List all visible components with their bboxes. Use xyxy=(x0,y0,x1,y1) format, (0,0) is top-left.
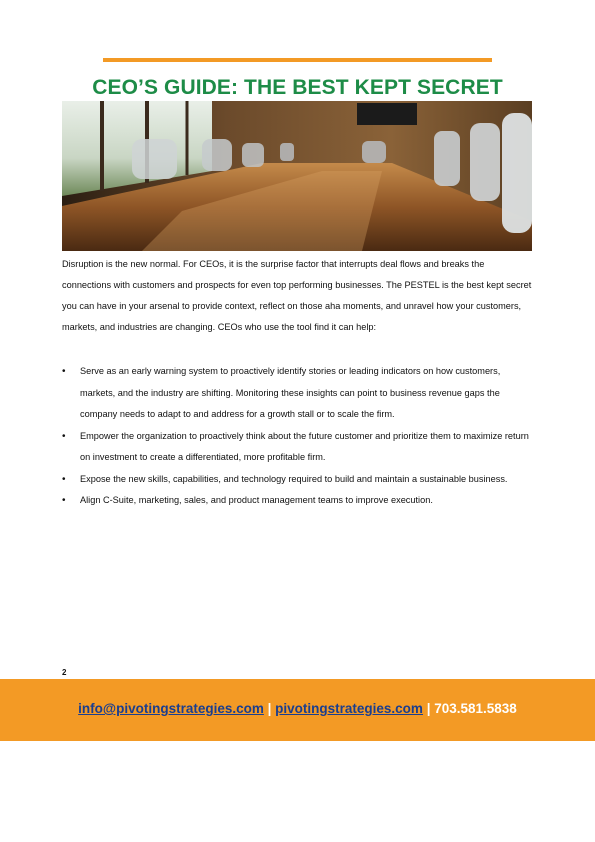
intro-paragraph xyxy=(62,254,532,338)
footer-contact xyxy=(0,701,595,716)
top-accent-rule xyxy=(103,58,492,62)
page-title: CEO’S GUIDE: THE BEST KEPT SECRET xyxy=(92,76,503,99)
bullet-list xyxy=(62,361,532,512)
list-item-text: Empower the organization to proactively think about the future customer and prioritize them to maximize return on investment to create a differentiated, more profitable firm. xyxy=(80,430,529,462)
list-item xyxy=(62,469,532,491)
footer-separator: | xyxy=(422,701,435,716)
website-link[interactable]: pivotingstrategies.com xyxy=(275,701,423,716)
list-item xyxy=(62,490,532,512)
list-item-text: Serve as an early warning system to proactively identify stories or leading indicators on how customers, markets, and the industry are shifting. Monitoring these insights can point to business revenue gaps the company needs to adapt to and address for a growth stall or to scale the firm. xyxy=(80,366,501,419)
list-item-text: Align C-Suite, marketing, sales, and product management teams to improve execution. xyxy=(80,495,433,505)
hero-image xyxy=(62,101,532,251)
page-number: 2 xyxy=(62,668,67,677)
list-item-text: Expose the new skills, capabilities, and technology required to build and maintain a sustainable business. xyxy=(80,473,508,484)
list-item xyxy=(62,361,532,426)
email-link[interactable]: info@pivotingstrategies.com xyxy=(78,701,264,716)
footer-separator: | xyxy=(263,701,276,716)
bullet-icon: • xyxy=(62,366,66,377)
bullet-icon: • xyxy=(62,495,66,506)
phone-number: 703.581.5838 xyxy=(434,701,517,716)
bullet-icon: • xyxy=(62,430,66,442)
intro-text: Disruption is the new normal. For CEOs, it is the surprise factor that interrupts deal flows and breaks the connections with customers and prospects for even top performing businesses. The PESTEL is the best kept secret you can have in your arsenal to provide context, reflect on those aha moments, and unravel how your customers, markets, and industries are changing. CEOs who use the tool find it can help: xyxy=(62,259,532,332)
list-item xyxy=(62,426,532,469)
bullet-icon: • xyxy=(62,473,66,485)
